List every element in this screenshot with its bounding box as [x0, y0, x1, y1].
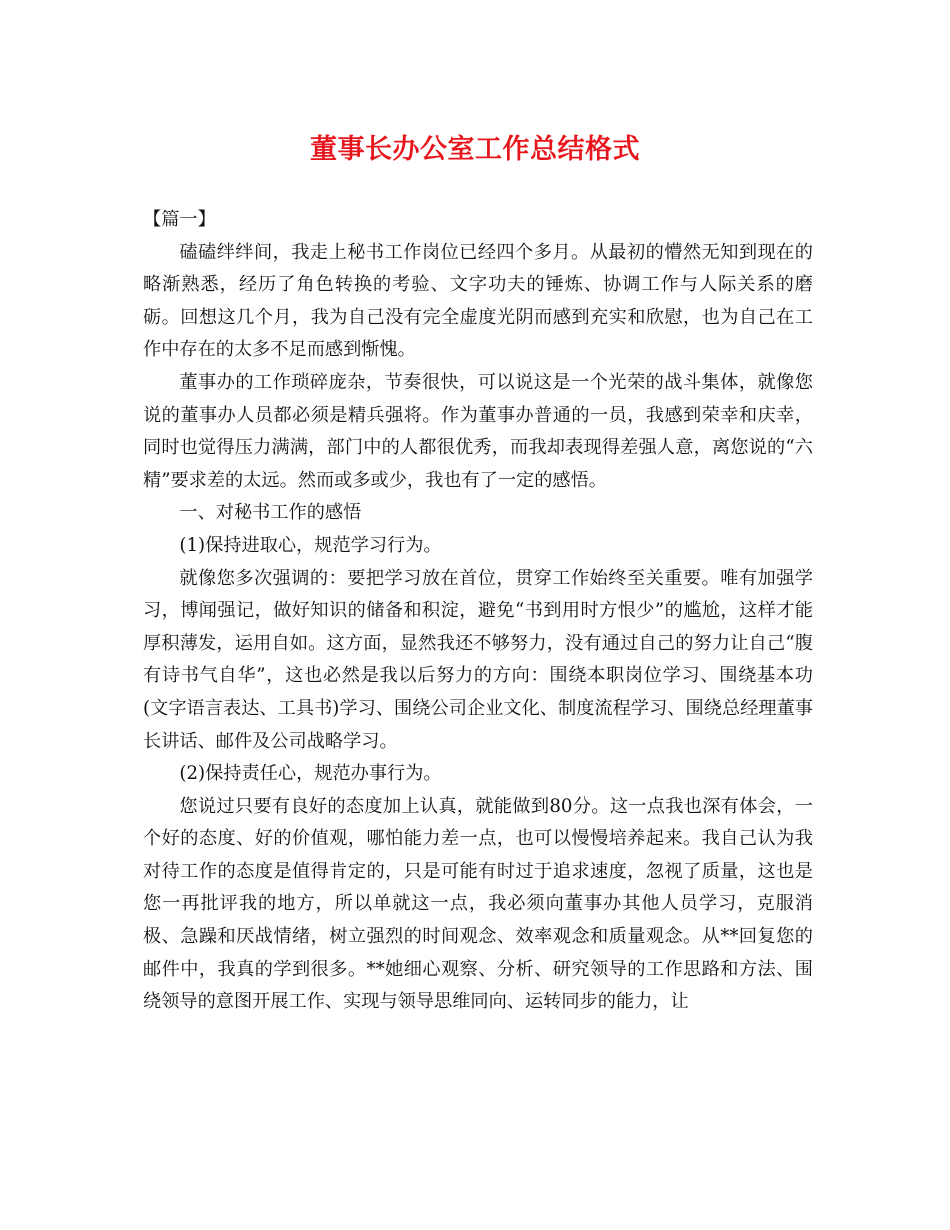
paragraph: 董事办的工作琐碎庞杂，节奏很快，可以说这是一个光荣的战斗集体，就像您说的董事办人员都必须是精兵强将。作为董事办普通的一员，我感到荣幸和庆幸，同时也觉得压力满满，部门中的人都很优秀，而我却表现得差强人意，离您说的“六精”要求差的太远。然而或多或少，我也有了一定的感悟。: [143, 371, 813, 491]
subheading: 一、对秘书工作的感悟: [179, 502, 362, 524]
section-heading: 【篇一】: [143, 209, 216, 230]
subheading: (1)保持进取心，规范学习行为。: [179, 534, 442, 556]
paragraph: 磕磕绊绊间，我走上秘书工作岗位已经四个多月。从最初的懵然无知到现在的略渐熟悉，经历了角色转换的考验、文字功夫的锤炼、协调工作与人际关系的磨砺。回想这几个月，我为自己没有完全虚度光阴而感到充实和欣慰，也为自己在工作中存在的太多不足而感到惭愧。: [143, 241, 813, 361]
document-body: [143, 204, 813, 1019]
paragraph: 就像您多次强调的：要把学习放在首位，贯穿工作始终至关重要。唯有加强学习，博闻强记，做好知识的储备和积淀，避免“书到用时方恨少”的尴尬，这样才能厚积薄发，运用自如。这方面，显然我还不够努力，没有通过自己的努力让自己“腹有诗书气自华”，这也必然是我以后努力的方向：围绕本职岗位学习、围绕基本功(文字语言表达、工具书)学习、围绕公司企业文化、制度流程学习、围绕总经理董事长讲话、邮件及公司战略学习。: [143, 567, 813, 752]
document-title: 董事长办公室工作总结格式: [310, 134, 640, 165]
subheading: (2)保持责任心，规范办事行为。: [179, 763, 442, 785]
paragraph: 您说过只要有良好的态度加上认真，就能做到80分。这一点我也深有体会，一个好的态度、好的价值观，哪怕能力差一点，也可以慢慢培养起来。我自己认为我对待工作的态度是值得肯定的，只是可能有时过于追求速度，忽视了质量，这也是您一再批评我的地方，所以单就这一点，我必须向董事办其他人员学习，克服消极、急躁和厌战情绪，树立强烈的时间观念、效率观念和质量观念。从**回复您的邮件中，我真的学到很多。**她细心观察、分析、研究领导的工作思路和方法、围绕领导的意图开展工作、实现与领导思维同向、运转同步的能力，让: [143, 795, 813, 1013]
